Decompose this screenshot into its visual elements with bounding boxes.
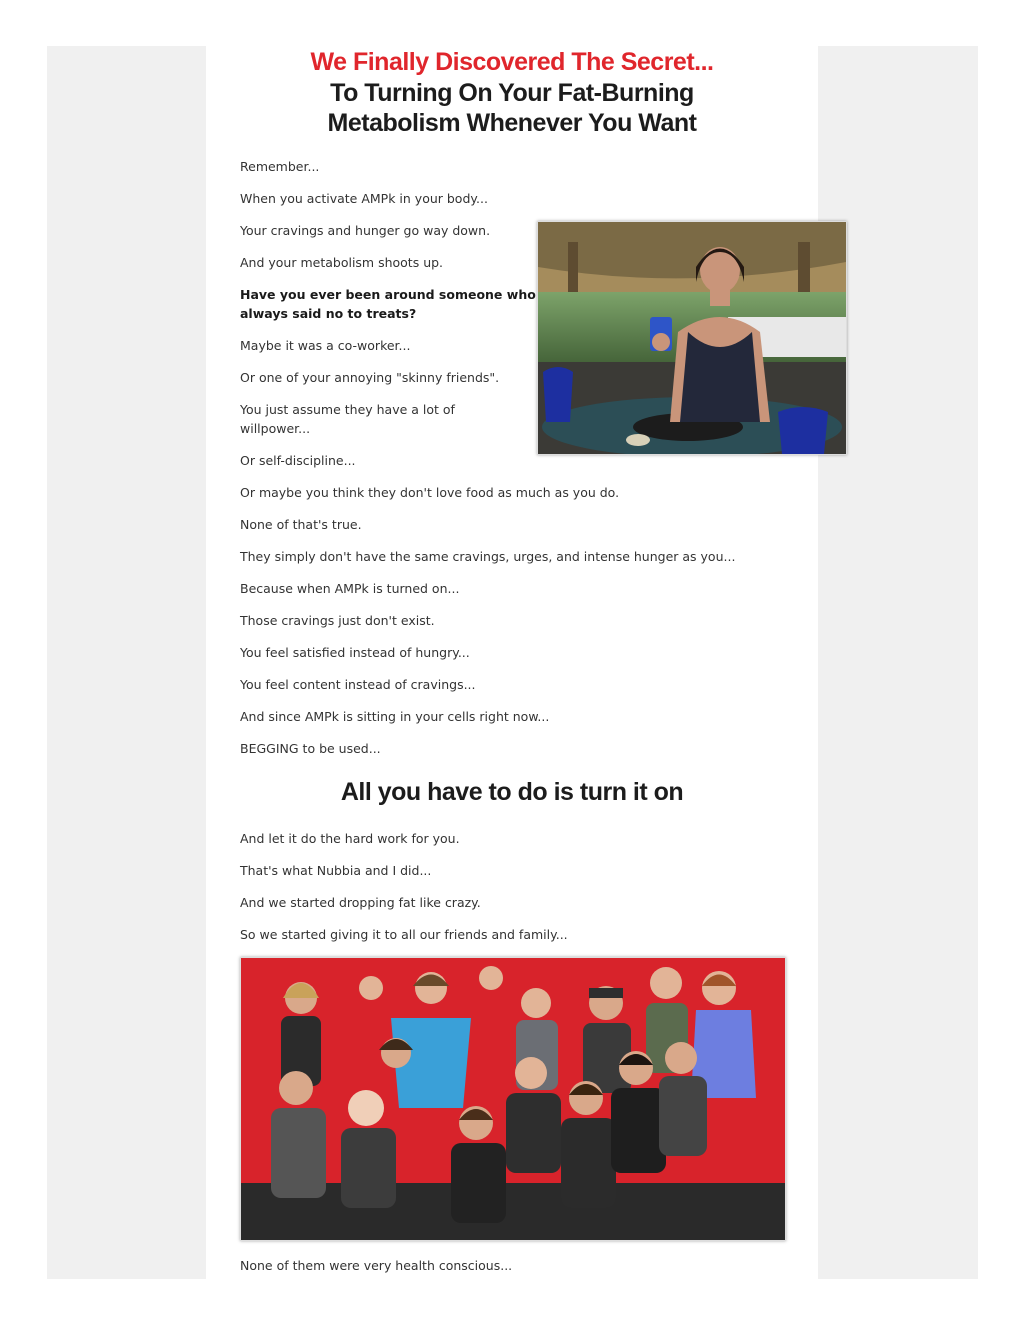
paragraph: You feel content instead of cravings... [240,677,476,692]
headline-main [206,78,818,138]
bold-question-line-1: Have you ever been around someone who [240,287,536,302]
paragraph: Maybe it was a co-worker... [240,338,411,353]
paragraph: And we started dropping fat like crazy. [240,895,481,910]
bold-question-line-2: always said no to treats? [240,306,417,321]
paragraph-line: willpower... [240,421,311,436]
paragraph: When you activate AMPk in your body... [240,191,488,206]
paragraph: And since AMPk is sitting in your cells right now... [240,709,550,724]
paragraph [240,400,455,438]
paragraph: And your metabolism shoots up. [240,255,444,270]
headline-line-3: Metabolism Whenever You Want [327,109,697,137]
paragraph: Those cravings just don't exist. [240,613,435,628]
paragraph: BEGGING to be used... [240,741,381,756]
paragraph: That's what Nubbia and I did... [240,863,432,878]
paragraph: Or maybe you think they don't love food as much as you do. [240,485,620,500]
paragraph: Your cravings and hunger go way down. [240,223,491,238]
closing-paragraph: None of them were very health conscious... [240,1258,513,1273]
paragraph-line: You just assume they have a lot of [240,402,455,417]
paragraph: Because when AMPk is turned on... [240,581,460,596]
paragraph: So we started giving it to all our friends and family... [240,927,568,942]
paragraph: Or self-discipline... [240,453,356,468]
paragraph: Or one of your annoying "skinny friends". [240,370,500,385]
paragraph: None of that's true. [240,517,362,532]
left-gutter [47,46,206,1279]
paragraph: They simply don't have the same cravings, urges, and intense hunger as you... [240,549,736,564]
headline-line-2: To Turning On Your Fat-Burning [330,79,694,107]
subheading: All you have to do is turn it on [340,778,684,806]
paragraph: And let it do the hard work for you. [240,831,460,846]
bold-question [240,285,536,323]
restaurant-photo [537,221,847,455]
paragraph: You feel satisfied instead of hungry... [240,645,470,660]
paragraph: Remember... [240,159,320,174]
group-gym-photo [240,957,786,1241]
headline-red: We Finally Discovered The Secret... [310,48,714,76]
